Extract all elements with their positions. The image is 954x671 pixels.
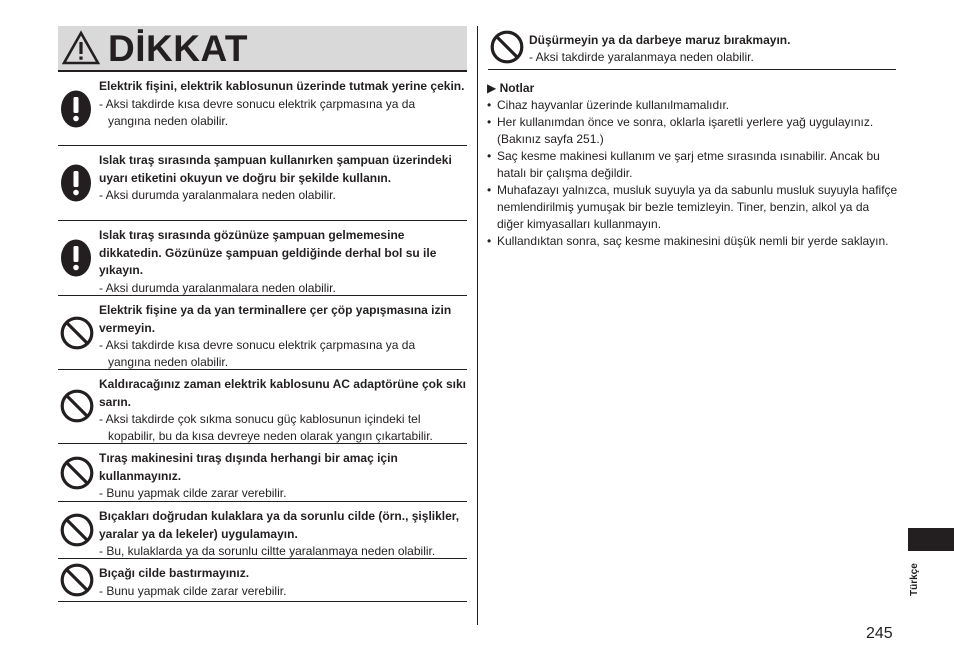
caution-heading: Kaldıracağınız zaman elektrik kablosunu AC adaptörüne çok sıkı sarın. — [99, 377, 466, 409]
notes-section — [487, 80, 899, 250]
page-number: 245 — [866, 625, 893, 642]
caution-item — [58, 72, 467, 146]
caution-heading: Bıçağı cilde bastırmayınız. — [99, 566, 250, 580]
caution-heading: Düşürmeyin ya da darbeye maruz bırakmayın. — [529, 33, 791, 47]
caution-item — [58, 502, 467, 559]
exclamation-icon — [60, 164, 92, 202]
language-label: Türkçe — [909, 563, 920, 597]
list-item: • Kullandıktan sonra, saç kesme makinesini düşük nemli bir yerde saklayın. — [487, 233, 899, 250]
caution-note: - Aksi durumda yaralanmalara neden olabilir. — [99, 188, 336, 202]
caution-note: - Bunu yapmak cilde zarar verebilir. — [99, 583, 287, 598]
caution-note: - Aksi durumda yaralanmalara neden olabilir. — [99, 280, 336, 295]
caution-item — [58, 559, 467, 602]
caution-heading: Tıraş makinesini tıraş dışında herhangi bir amaç için kullanmayınız. — [99, 451, 398, 483]
caution-note: - Bunu yapmak cilde zarar verebilir. — [99, 486, 287, 500]
caution-header — [58, 26, 467, 72]
prohibited-icon — [60, 316, 94, 350]
caution-note: - Aksi takdirde yaralanmaya neden olabilir. — [529, 50, 754, 64]
page-title: DİKKAT — [108, 28, 249, 69]
caution-item — [58, 296, 467, 370]
caution-heading: Islak tıraş sırasında şampuan kullanırken şampuan üzerindeki uyarı etiketini okuyun ve doğru bir şekilde kullanın. — [99, 153, 452, 185]
caution-item-right — [488, 26, 896, 70]
caution-note: - Bu, kulaklarda ya da sorunlu ciltte yaralanmaya neden olabilir. — [99, 544, 436, 558]
caution-item — [58, 221, 467, 296]
caution-heading: Islak tıraş sırasında gözünüze şampuan gelmemesine dikkatedin. Gözünüze şampuan geldiğinde derhal bol su ile yıkayın. — [99, 228, 437, 277]
exclamation-icon — [60, 239, 92, 277]
prohibited-icon — [60, 389, 94, 423]
caution-item — [58, 444, 467, 502]
caution-heading: Elektrik fişine ya da yan terminallere çer çöp yapışmasına izin vermeyin. — [99, 303, 452, 335]
list-item: • Her kullanımdan önce ve sonra, oklarla işaretli yerlere yağ uygulayınız. (Bakınız sayfa 251.) — [487, 114, 899, 148]
column-divider — [477, 26, 478, 625]
prohibited-icon — [60, 456, 94, 490]
caution-note-cont: kopabilir, bu da kısa devreye neden olarak yangın çıkartabilir. — [108, 429, 433, 443]
caution-note: - Aksi takdirde kısa devre sonucu elektrik çarpmasına ya da — [99, 338, 416, 352]
caution-note: - Aksi takdirde çok sıkma sonucu güç kablosunun içindeki tel — [99, 412, 421, 426]
caution-heading: Elektrik fişini, elektrik kablosunun üzerinde tutmak yerine çekin. — [99, 79, 465, 93]
list-item: • Cihaz hayvanlar üzerinde kullanılmamalıdır. — [487, 97, 899, 114]
warning-triangle-icon — [62, 30, 100, 66]
prohibited-icon — [490, 30, 524, 64]
caution-note-cont: yangına neden olabilir. — [108, 355, 229, 369]
caution-heading: Bıçakları doğrudan kulaklara ya da sorunlu cilde (örn., şişlikler, yaralar ya da lekeler) uygulamayın. — [99, 509, 460, 541]
prohibited-icon — [60, 513, 94, 547]
notes-list — [487, 97, 899, 250]
exclamation-icon — [60, 90, 92, 128]
caution-note: - Aksi takdirde kısa devre sonucu elektrik çarpmasına ya da — [99, 96, 416, 111]
list-item: • Muhafazayı yalnızca, musluk suyuyla ya da sabunlu musluk suyuyla hafifçe nemlendirilmiş yumuşak bir bezle temizleyin. Tiner, benzin, alkol ya da diğer kimyasalları kullanmayın. — [487, 182, 899, 233]
caution-item — [58, 370, 467, 444]
list-item: • Saç kesme makinesi kullanım ve şarj etme sırasında ısınabilir. Ancak bu hatalı bir çalışma değildir. — [487, 148, 899, 182]
prohibited-icon — [60, 563, 94, 597]
caution-item — [58, 146, 467, 221]
notes-heading: ▶ Notlar — [487, 81, 535, 95]
language-tab-marker — [908, 528, 954, 551]
caution-note-cont: yangına neden olabilir. — [108, 113, 229, 128]
